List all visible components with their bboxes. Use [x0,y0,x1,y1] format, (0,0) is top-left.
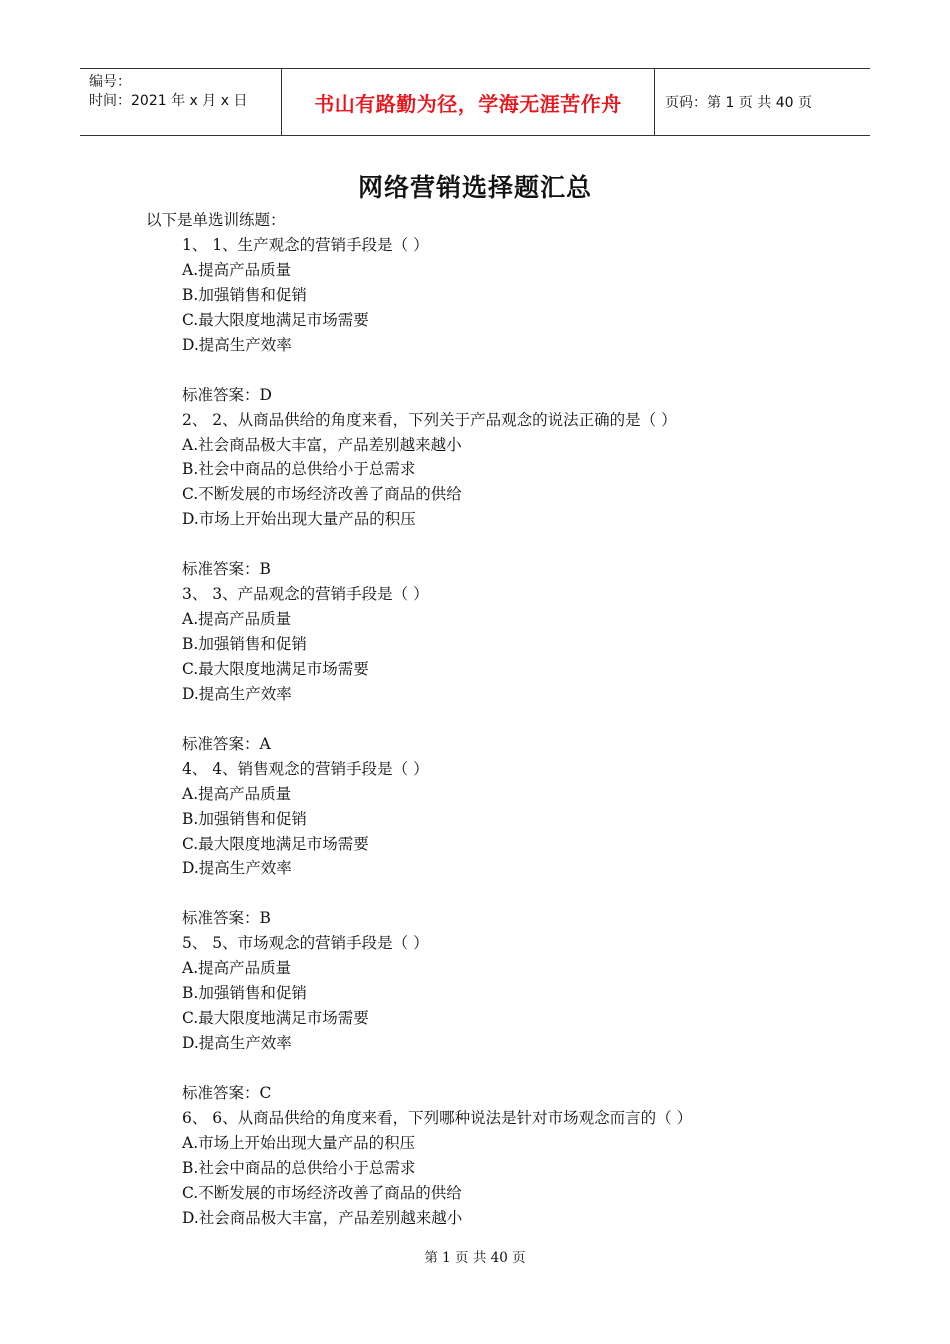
question-option: A.提高产品质量 [182,260,292,279]
question-stem: 2、 2、从商品供给的角度来看，下列关于产品观念的说法正确的是（ ） [182,410,677,429]
standard-answer: 标准答案：C [182,1083,272,1102]
question-stem: 1、 1、生产观念的营销手段是（ ） [182,236,429,254]
question-option: A.提高产品质量 [182,784,292,803]
question-block [182,931,692,1106]
question-stem: 4、 4、销售观念的营销手段是（ ） [182,759,429,778]
motto-text: 书山有路勤为径，学海无涯苦作舟 [314,91,622,116]
standard-answer: 标准答案：B [182,560,271,579]
page-footer: 第 1 页 共 40 页 [424,1250,526,1266]
question-option: D.社会商品极大丰富，产品差别越来越小 [182,1208,463,1227]
question-stem: 3、 3、产品观念的营销手段是（ ） [182,585,429,604]
header-motto-cell [281,69,655,135]
question-option: B.加强销售和促销 [182,984,307,1003]
blank-line [182,358,692,383]
question-block [182,1106,692,1231]
question-option: B.加强销售和促销 [182,809,307,828]
question-list [182,233,692,1231]
question-option: B.社会中商品的总供给小于总需求 [182,1158,416,1177]
intro-text: 以下是单选训练题： [146,211,286,229]
question-option: B.社会中商品的总供给小于总需求 [182,460,416,479]
question-option: D.提高生产效率 [182,335,292,354]
blank-line [182,881,692,906]
standard-answer: 标准答案：D [182,385,272,404]
question-stem: 6、 6、从商品供给的角度来看，下列哪种说法是针对市场观念而言的（ ） [182,1108,693,1127]
question-option: D.市场上开始出现大量产品的积压 [182,510,416,529]
question-block [182,757,692,932]
question-block [182,582,692,757]
code-label: 编号： [89,74,131,90]
blank-line [182,707,692,732]
question-option: D.提高生产效率 [182,684,292,703]
blank-line [182,1056,692,1081]
question-option: D.提高生产效率 [182,1034,292,1052]
page-title: 网络营销选择题汇总 [357,173,592,202]
question-option: B.加强销售和促销 [182,285,307,304]
question-block [182,233,692,408]
question-option: D.提高生产效率 [182,859,292,878]
question-option: B.加强销售和促销 [182,635,307,653]
standard-answer: 标准答案：B [182,909,271,928]
question-option: C.最大限度地满足市场需要 [182,1009,369,1028]
date-label: 时间：2021 年 x 月 x 日 [89,93,248,109]
question-option: A.提高产品质量 [182,959,292,978]
question-option: C.最大限度地满足市场需要 [182,834,369,853]
question-option: A.提高产品质量 [182,610,292,629]
question-option: C.不断发展的市场经济改善了商品的供给 [182,1183,462,1202]
question-option: A.市场上开始出现大量产品的积压 [182,1133,416,1152]
question-option: C.最大限度地满足市场需要 [182,310,369,329]
question-stem: 5、 5、市场观念的营销手段是（ ） [182,934,429,953]
question-option: C.不断发展的市场经济改善了商品的供给 [182,485,462,504]
question-option: A.社会商品极大丰富，产品差别越来越小 [182,435,462,454]
question-option: C.最大限度地满足市场需要 [182,659,369,678]
header-meta [80,69,281,135]
question-block [182,408,692,583]
header-page-info [655,69,870,135]
document-header [80,68,870,136]
page-info-text: 页码：第 1 页 共 40 页 [665,95,812,111]
blank-line [182,532,692,557]
standard-answer: 标准答案：A [182,734,271,753]
